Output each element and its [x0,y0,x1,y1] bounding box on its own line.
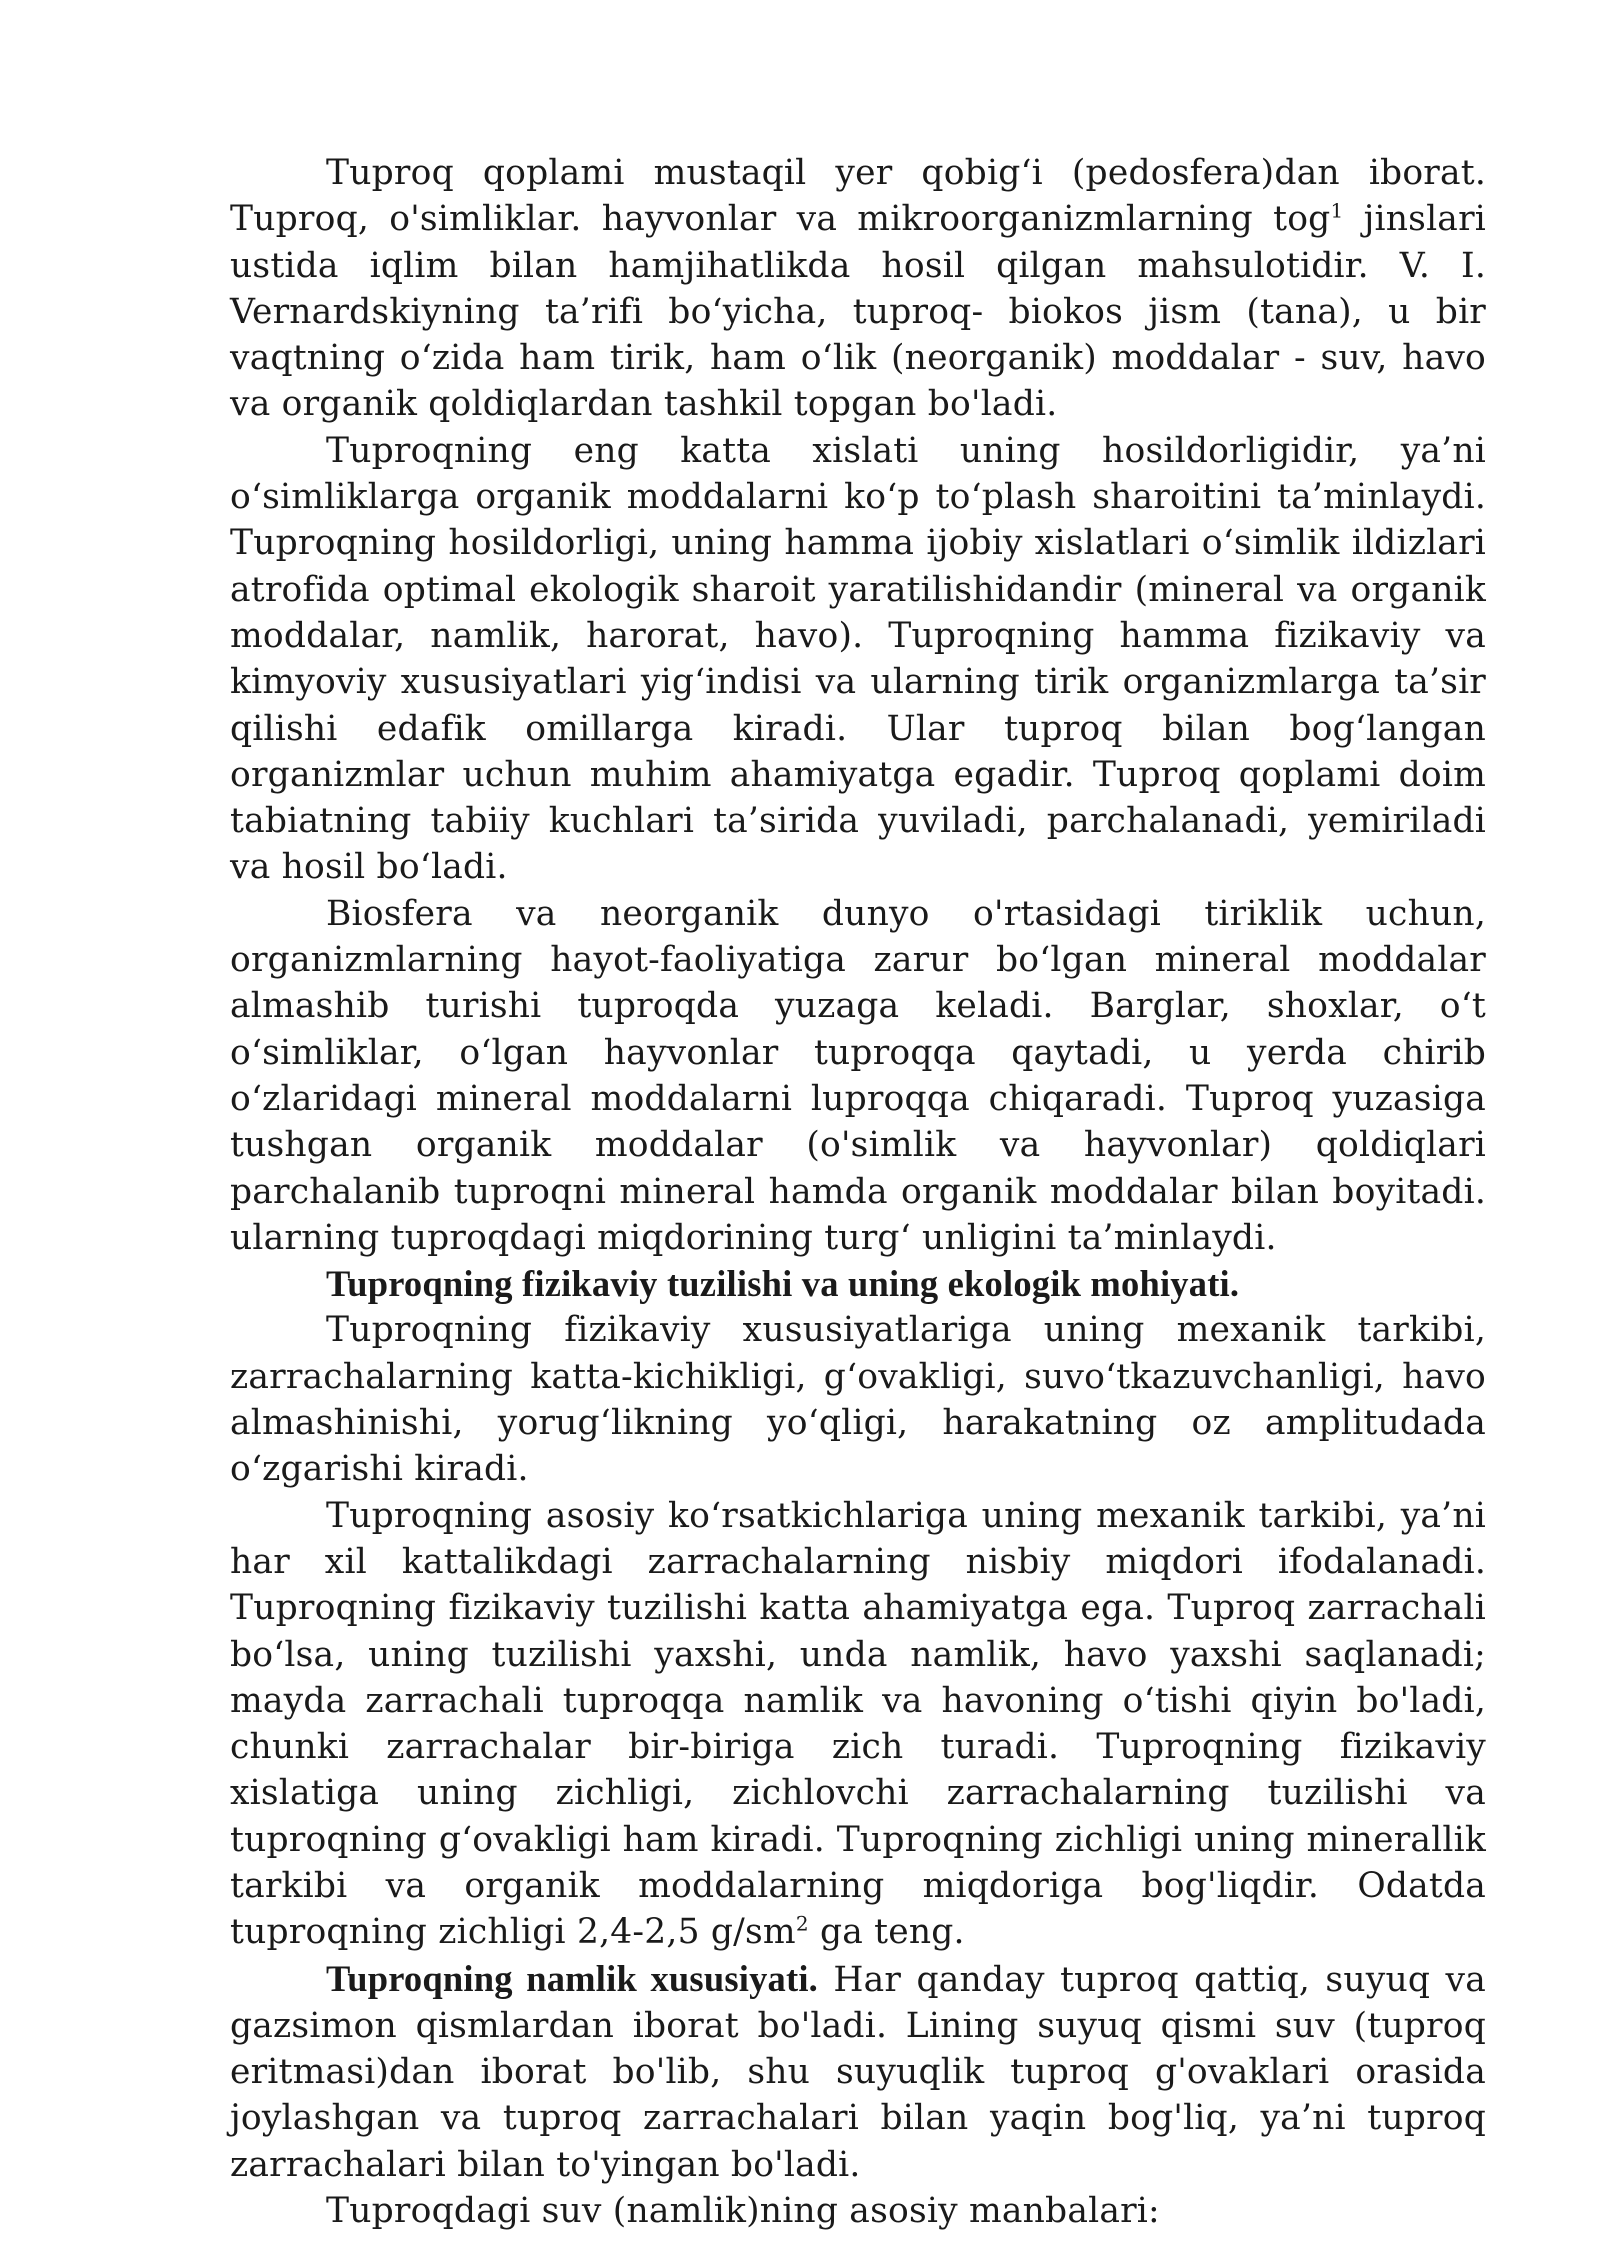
inline-heading-namlik: Tuproqning namlik xususiyati. [326,1957,818,1999]
paragraph-biosfera: Biosfera va neorganik dunyo o'rtasidagi tiriklik uchun, organizmlarning hayot-faoliyatiga zarur bo‘lgan mineral moddalar almashib turishi tuproqda yuzaga keladi. Barglar, shoxlar, o‘t o‘simliklar, o‘lgan hayvonlar tuproqqa qaytadi, u yerda chirib o‘zlaridagi mineral moddalarni luproqqa chiqaradi. Tuproq yuzasiga tushgan organik moddalar (o'simlik va hayvonlar) qoldiqlari parchalanib tuproqni mineral hamda organik moddalar bilan boyitadi. ularning tuproqdagi miqdorining turg‘ unligini ta’minlaydi. [230,893,1486,1258]
paragraph-text: Har qanday tuproq qattiq, suyuq va gazsimon qismlardan iborat bo'ladi. Lining suyuq qismi suv (tuproq eritmasi)dan iborat bo'lib, shu suyuqlik tuproq g'ovaklari orasida joylashgan va tuproq zarrachalari bilan yaqin bog'liq, ya’ni tuproq zarrachalari bilan to'yingan bo'ladi. [230,1959,1486,2185]
paragraph-hosildorlik: Tuproqning eng katta xislati uning hosildorligidir, ya’ni o‘simliklarga organik moddalarni ko‘p to‘plash sharoitini ta’minlaydi. Tuproqning hosildorligi, uning hamma ijobiy xislatlari o‘simlik ildizlari atrofida optimal ekologik sharoit yaratilishidandir (mineral va organik moddalar, namlik, harorat, havo). Tuproqning hamma fizikaviy va kimyoviy xususiyatlari yig‘indisi va ularning tirik organizmlarga ta’sir qilishi edafik omillarga kiradi. Ular tuproq bilan bog‘langan organizmlar uchun muhim ahamiyatga egadir. Tuproq qoplami doim tabiatning tabiiy kuchlari ta’sirida yuviladi, parchalanadi, yemiriladi va hosil bo‘ladi. [230,430,1486,888]
section-heading-fizikaviy-tuzilish: Tuproqning fizikaviy tuzilishi va uning ekologik mohiyati. [326,1263,1240,1305]
paragraph-suv-manbalari: Tuproqdagi suv (namlik)ning asosiy manbalari: [326,2191,1160,2232]
paragraph-mexanik-tarkib [230,1493,1486,1956]
document-page [230,150,1486,2234]
paragraph-namlik-xususiyati [230,1956,1486,2188]
superscript-exponent: 2 [795,1911,809,1936]
paragraph-text: Tuproqning asosiy ko‘rsatkichlariga uning mexanik tarkibi, ya’ni har xil kattalikdagi zarrachalarning nisbiy miqdori ifodalanadi. Tuproqning fizikaviy tuzilishi katta ahamiyatga ega. Tuproq zarrachali bo‘lsa, uning tuzilishi yaxshi, unda namlik, havo yaxshi saqlanadi; mayda zarrachali tuproqqa namlik va havoning o‘tishi qiyin bo'ladi, chunki zarrachalar bir-biriga zich turadi. Tuproqning fizikaviy xislatiga uning zichligi, zichlovchi zarrachalarning tuzilishi va tuproqning g‘ovakligi ham kiradi. Tuproqning zichligi uning minerallik tarkibi va organik moddalarning miqdoriga bog'liqdir. Odatda tuproqning zichligi 2,4-2,5 g/sm [230,1495,1486,1953]
paragraph-text: ga teng. [808,1912,965,1953]
paragraph-pedosfera [230,150,1486,428]
paragraph-text: jinslari ustida iqlim bilan hamjihatlikda hosil qilgan mahsulotidir. V. I. Vernardskiyning ta’rifi bo‘yicha, tuproq- biokos jism (tana), u bir vaqtning o‘zida ham tirik, ham o‘lik (neorganik) moddalar - suv, havo va organik qoldiqlardan tashkil topgan bo'ladi. [230,199,1486,425]
paragraph-fizikaviy-xususiyatlar: Tuproqning fizikaviy xususiyatlariga uning mexanik tarkibi, zarrachalarning katta-kichikligi, g‘ovakligi, suvo‘tkazuvchanligi, havo almashinishi, yorug‘likning yo‘qligi, harakatning oz amplitudada o‘zgarishi kiradi. [230,1310,1486,1490]
paragraph-text: Tuproq qoplami mustaqil yer qobig‘i (pedosfera)dan iborat. Tuproq, o'simliklar. hayvonlar va mikroorganizmlarning tog [230,153,1486,240]
footnote-marker[interactable]: 1 [1330,198,1344,223]
